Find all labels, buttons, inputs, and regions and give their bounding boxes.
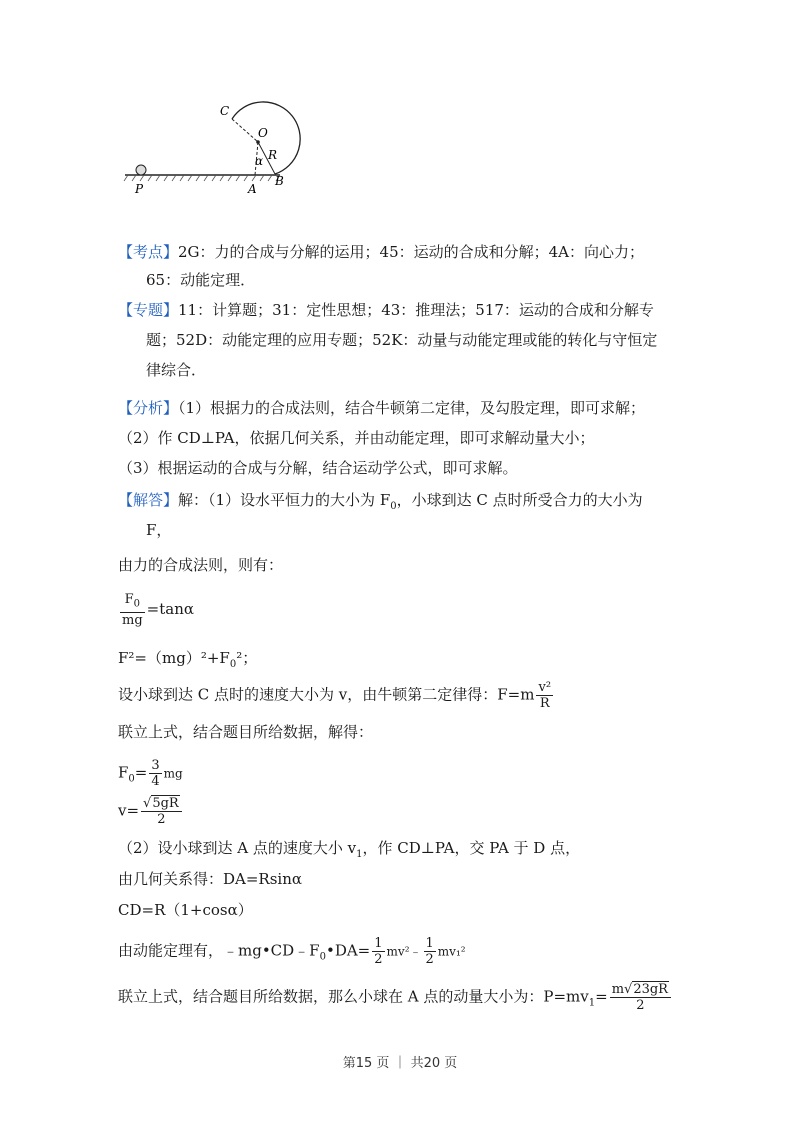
equation-v: v= $\frac{√5gR}{2}$ bbox=[118, 796, 184, 827]
jieda-line-3: 由力的合成法则，则有： bbox=[118, 556, 284, 574]
label-a: A bbox=[248, 182, 257, 196]
zhuanti-text-3: 律综合． bbox=[146, 361, 207, 379]
fraction-half-1: $\frac{1}{2}$ bbox=[374, 936, 383, 967]
equation-pythagoras: $F^2=(mg)^2+F_0^2$； bbox=[118, 649, 258, 670]
fenxi-text-1: （1）根据力的合成法则，结合牛顿第二定律，及勾股定理，即可求解； bbox=[178, 399, 646, 417]
label-b: B bbox=[275, 174, 284, 188]
zhuanti-text-2: 题；52D：动能定理的应用专题；52K：动量与动能定理或能的转化与守恒定 bbox=[146, 331, 658, 349]
ground-hatch bbox=[124, 175, 280, 181]
label-r: R bbox=[268, 148, 278, 162]
fenxi-line-1 bbox=[118, 398, 645, 418]
equation-f0: $F_0=$ $\frac{3}{4}$ mg bbox=[118, 758, 183, 789]
jieda-line-7: 由几何关系得：DA=Rsinα bbox=[118, 870, 303, 888]
zhuanti-tag: 【专题】 bbox=[118, 301, 179, 319]
fraction-f0-mg: $\frac{F_0}{mg}$ bbox=[122, 592, 143, 628]
jieda-line-4: 设小球到达 C 点时的速度大小为 v，由牛顿第二定律得：F=m $\frac{\text{v²}}{R}$ bbox=[118, 680, 552, 711]
zhuanti-line-1 bbox=[118, 300, 654, 320]
fraction-sqrt5gr-2: $\frac{√5gR}{2}$ bbox=[141, 796, 182, 827]
jieda-line-10: 联立上式，结合题目所给数据，那么小球在 A 点的动量大小为：$P=mv_1=$ $\frac{m√23gR}{2}$ bbox=[118, 982, 673, 1014]
zhuanti-text-1: 11：计算题；31：定性思想；43：推理法；517：运动的合成和分解专 bbox=[178, 301, 654, 319]
fenxi-tag: 【分析】 bbox=[118, 399, 179, 417]
fraction-v2-r: $\frac{\text{v²}}{R}$ bbox=[538, 680, 552, 711]
label-o: O bbox=[258, 126, 268, 140]
jieda-line-6: （2）设小球到达 A 点的速度大小 $v_1$，作 CD⊥PA，交 PA 于 D 点， bbox=[118, 839, 581, 860]
kaodian-text-1: 2G：力的合成与分解的运用；45：运动的合成和分解；4A：向心力； bbox=[178, 243, 645, 261]
jieda-tag: 【解答】 bbox=[118, 491, 179, 509]
radius-dashed-oc bbox=[232, 119, 258, 142]
fraction-momentum: $\frac{m√23gR}{2}$ bbox=[610, 982, 671, 1013]
center-point bbox=[256, 140, 260, 144]
kaodian-line-1 bbox=[118, 242, 644, 262]
fenxi-text-3: （3）根据运动的合成与分解，结合运动学公式，即可求解。 bbox=[118, 459, 518, 477]
kaodian-text-2: 65：动能定理． bbox=[146, 271, 256, 289]
jieda-line-1: 【解答】解：（1）设水平恒力的大小为 $F_0$，小球到达 C 点时所受合力的大小为 bbox=[118, 491, 643, 512]
label-p: P bbox=[135, 182, 144, 196]
page-footer: 第15 页 ｜ 共20 页 bbox=[342, 1056, 458, 1071]
fenxi-text-2: （2）作 CD⊥PA，依据几何关系，并由动能定理，即可求解动量大小； bbox=[118, 429, 595, 447]
fraction-3-4: $\frac{3}{4}$ bbox=[151, 758, 160, 789]
fraction-half-2: $\frac{1}{2}$ bbox=[425, 936, 434, 967]
label-c: C bbox=[220, 104, 230, 118]
jieda-line-9: 由动能定理有，$﹣mg•CD﹣F_0•DA=$ $\frac{1}{2}$ mv²﹣ $\frac{1}{2}$ mv₁² bbox=[118, 936, 466, 967]
physics-diagram bbox=[120, 95, 310, 205]
label-alpha: α bbox=[255, 154, 264, 168]
equation-tan: $\frac{F_0}{mg}$ =tanα bbox=[122, 592, 194, 628]
jieda-line-5: 联立上式，结合题目所给数据，解得： bbox=[118, 723, 374, 741]
jieda-line-2: F， bbox=[146, 521, 172, 539]
ball bbox=[136, 165, 146, 175]
jieda-line-8: CD=R（1+cosα） bbox=[118, 901, 253, 919]
kaodian-tag: 【考点】 bbox=[118, 243, 179, 261]
